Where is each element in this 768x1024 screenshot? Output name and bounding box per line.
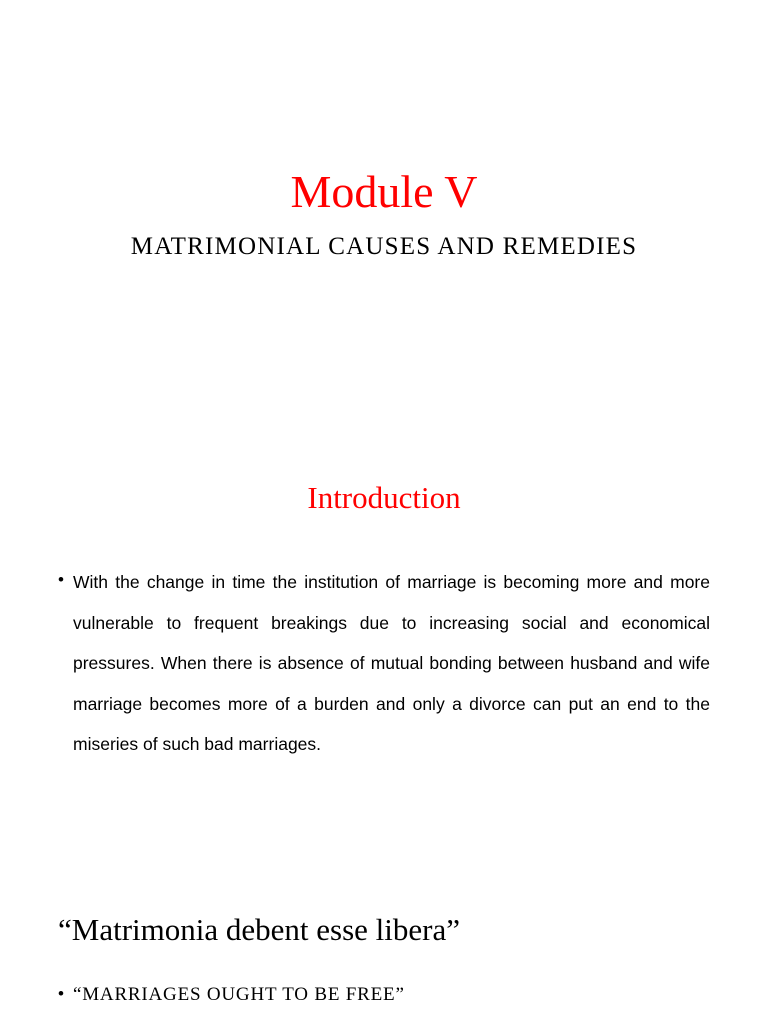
bullet-dot-icon: • [58, 570, 64, 589]
bullet-dot-icon: • [58, 984, 64, 1003]
introduction-bullet-text: With the change in time the institution of marriage is becoming more and more vulnerable to frequent breakings due to increasing social and economical pressures. When there is absence of mutual bonding between husband and wife marriage becomes more of a burden and only a divorce can put an end to the miseries of such bad marriages. [73, 572, 710, 754]
maxim-heading: “Matrimonia debent esse libera” [58, 912, 460, 947]
slide-title: Module V [290, 166, 478, 217]
maxim-bullet-item [58, 978, 405, 1012]
slide-subtitle: MATRIMONIAL CAUSES AND REMEDIES [130, 233, 638, 260]
introduction-bullet-list [58, 562, 710, 765]
introduction-heading: Introduction [307, 480, 461, 515]
introduction-bullet-item [58, 562, 710, 765]
maxim-bullet-list [58, 978, 405, 1012]
maxim-bullet-text: “MARRIAGES OUGHT TO BE FREE” [73, 984, 405, 1005]
